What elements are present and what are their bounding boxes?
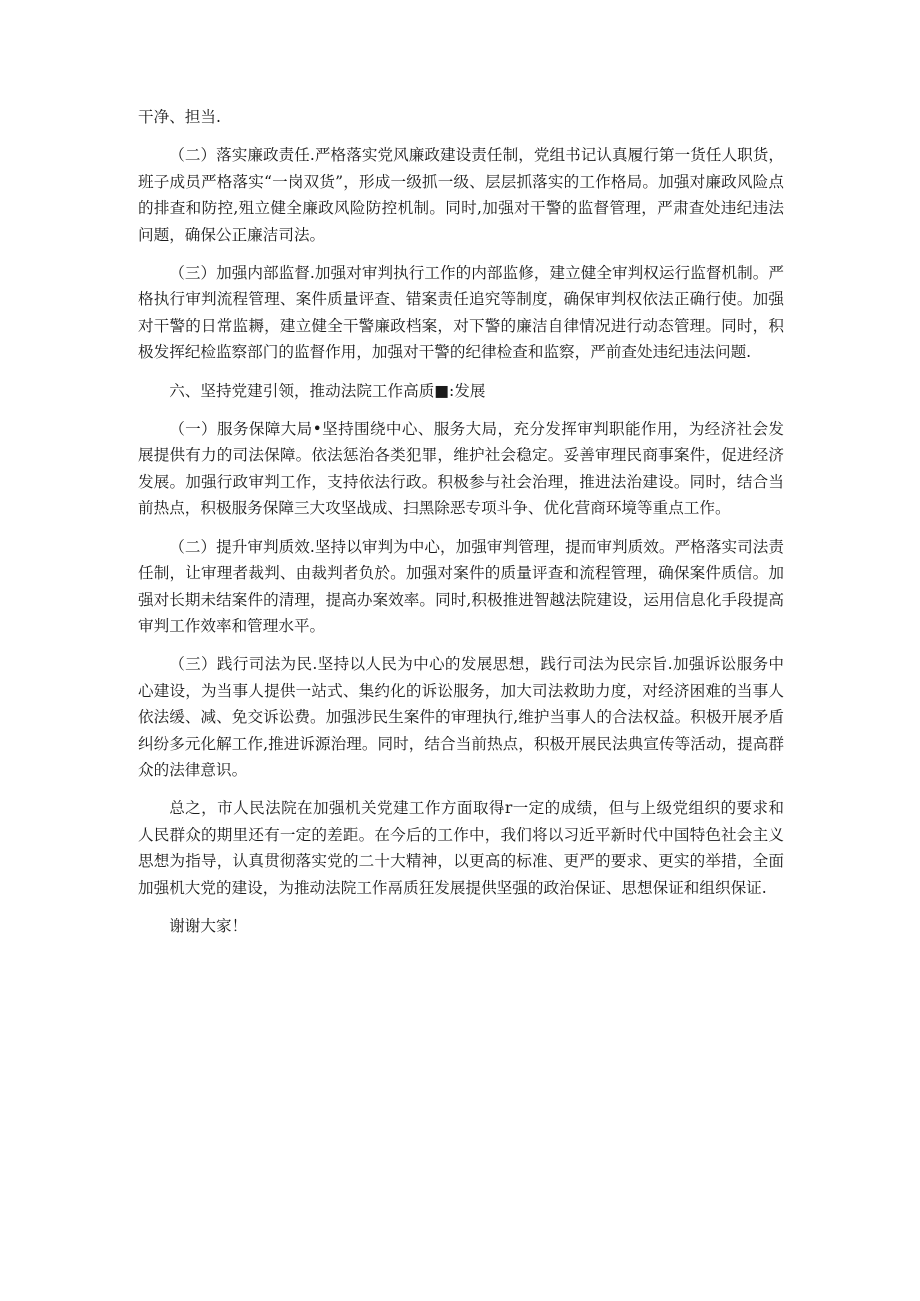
section-heading-6: 六、坚持党建引领，推动法院工作高质■:发展	[169, 381, 486, 400]
paragraph-continuation: 干净、担当.	[138, 108, 221, 126]
paragraph-section-6-3: （三）践行司法为民.坚持以人民为中心的发展思想，践行司法为民宗旨.加强诉讼服务中心建设，为当事人提供一站式、集约化的诉讼服务，加大司法救助力度，对经济困难的当事人依法缓、减、免交诉讼费。加强涉民生案件的审理执行,维护当事人的合法权益。积极开展矛盾纠纷多元化解工作,推进诉源治理。同时，结合当前热点，积极开展民法典宣传等活动，提高群众的法律意识。	[138, 655, 784, 779]
document-page	[138, 104, 784, 951]
paragraph-section-6-1: （一）服务保障大局•坚持围绕中心、服务大局，充分发挥审判职能作用，为经济社会发展提供有力的司法保障。依法惩治各类犯罪，维护社会稳定。妥善审理民商事案件，促进经济发展。加强行政审判工作，支持依法行政。积极参与社会治理，推进法治建设。同时，结合当前热点，积极服务保障三大攻坚战成、扫黑除恶专项斗争、优化营商环境等重点工作。	[138, 420, 784, 518]
paragraph-section-5-2: （二）落实廉政责任.严格落实党风廉政建设责任制，党组书记认真履行第一货任人职货，班子成员严格落实“一岗双货”，形成一级抓一级、层层抓落实的工作格局。加强对廉政风险点的排查和防控,殂立健全廉政风险防控机制。同时,加强对干警的监督管理，严肃查处违纪违法问题，确保公正廉洁司法。	[138, 146, 784, 244]
paragraph-closing: 谢谢大家！	[169, 916, 248, 935]
paragraph-section-6-2: （二）提升审判质效.坚持以审判为中心，加强审判管理，提而审判质效。严格落实司法责任制，让审理者裁判、由裁判者负於。加强对案件的质量评查和流程管理，确保案件质信。加强对长期未结案件的清理，提高办案效率。同时,积极推进智越法院建设，运用信息化手段提高审判工作效率和管理水平。	[138, 537, 784, 635]
paragraph-section-5-3: （三）加强内部监督.加强对审判执行工作的内部监修，建立健全审判权运行监督机制。严格执行审判流程管理、案件质量评查、错案责任追究等制度，确保审判权依法正确行使。加强对干警的日常监耨，建立健全干警廉政档案，对下警的廉洁自律情况进行动态管理。同时，积极发挥纪检监察部门的监督作用，加强对干警的纪律检查和监察，严前查处违纪违法问题.	[138, 264, 784, 362]
paragraph-conclusion: 总之，市人民法院在加强机关党建工作方面取得r一定的成绩，但与上级党组织的要求和人民群众的期里还有一定的差距。在今后的工作中，我们将以习近平新时代中国特色社会主义思想为指导，认真贯彻落实党的二十大精神，以更高的标准、更严的要求、更实的举措，全面加强机大党的建设，为推动法院工作鬲质狂发展提供坚强的政治保证、思想保证和组织保证.	[138, 799, 784, 897]
